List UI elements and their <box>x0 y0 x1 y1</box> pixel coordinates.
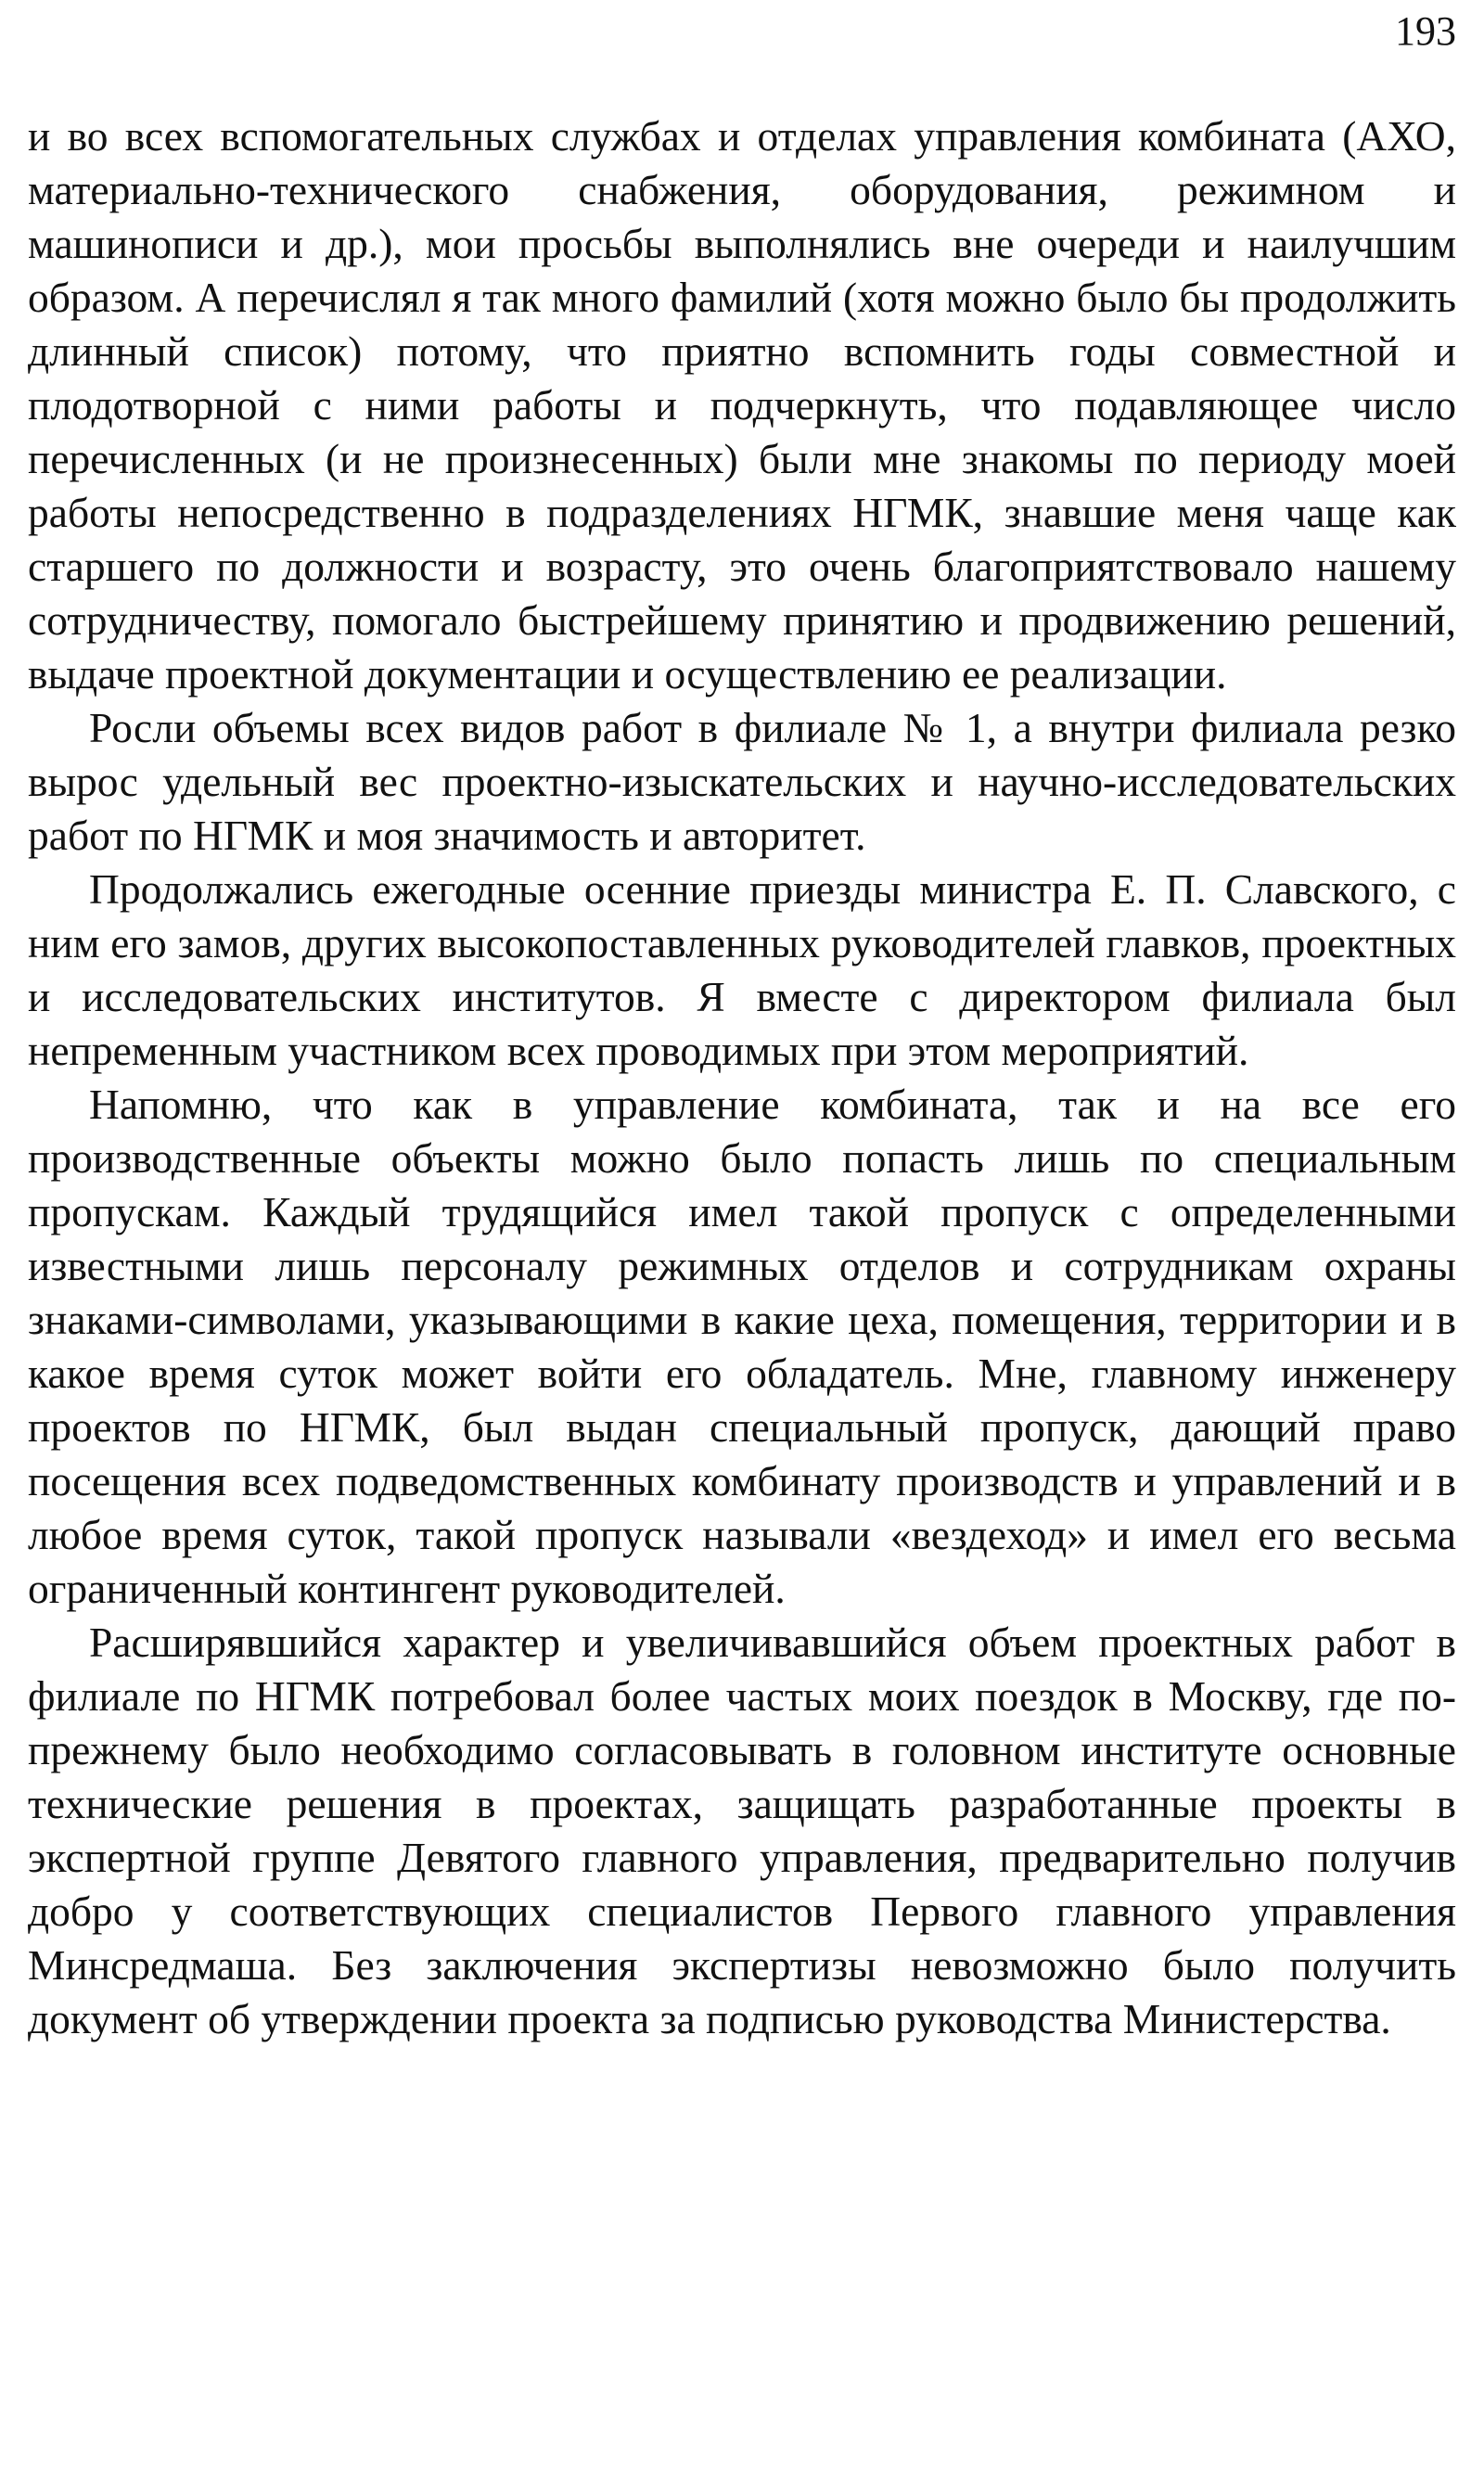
page-text <box>28 109 1456 2046</box>
paragraph-1: и во всех вспомогательных службах и отделах управления комбината (АХО, материально-технического снабжения, оборудования, режимном и машинописи и др.), мои просьбы выполнялись вне очереди и наилучшим образом. А перечислял я так много фамилий (хотя можно было бы продолжить длинный список) потому, что приятно вспомнить годы совместной и плодотворной с ними работы и подчеркнуть, что подавляющее число перечисленных (и не произнесенных) были мне знакомы по периоду моей работы непосредственно в подразделениях НГМК, знавшие меня чаще как старшего по должности и возрасту, это очень благоприятствовало нашему сотрудничеству, помогало быстрейшему принятию и продвижению решений, выдаче проектной документации и осуществлению ее реализации. <box>28 112 1456 698</box>
paragraph-4: Напомню, что как в управление комбината, так и на все его производственные объекты можно было попасть лишь по специальным пропускам. Каждый трудящийся имел такой пропуск с определенными известными лишь персоналу режимных отделов и сотрудникам охраны знаками-символами, указывающими в какие цеха, помещения, территории и в какое время суток может войти его обладатель. Мне, главному инженеру проектов по НГМК, был выдан специальный пропуск, дающий право посещения всех подведомственных комбинату производств и управлений и в любое время суток, такой пропуск называли «вездеход» и имел его весьма ограниченный контингент руководителей. <box>28 1081 1456 1612</box>
page-number: 193 <box>1395 8 1456 54</box>
paragraph-2: Росли объемы всех видов работ в филиале № 1, а внутри филиала резко вырос удельный вес проектно-изыскательских и научно-исследовательских работ по НГМК и моя значимость и авторитет. <box>28 704 1456 859</box>
book-page <box>28 0 1456 2483</box>
paragraph-5: Расширявшийся характер и увеличивавшийся объем проектных работ в филиале по НГМК потребовал более частых моих поездок в Москву, где по-прежнему было необходимо согласовывать в головном институте основные технические решения в проектах, защищать разработанные проекты в экспертной группе Девятого главного управления, предварительно получив добро у соответствующих специалистов Первого главного управления Минсредмаша. Без заключения экспертизы невозможно было получить документ об утверждении проекта за подписью руководства Министерства. <box>28 1619 1456 2042</box>
paragraph-3: Продолжались ежегодные осенние приезды министра Е. П. Славского, с ним его замов, других высокопоставленных руководителей главков, проектных и исследовательских институтов. Я вместе с директором филиала был непременным участником всех проводимых при этом мероприятий. <box>28 865 1456 1074</box>
